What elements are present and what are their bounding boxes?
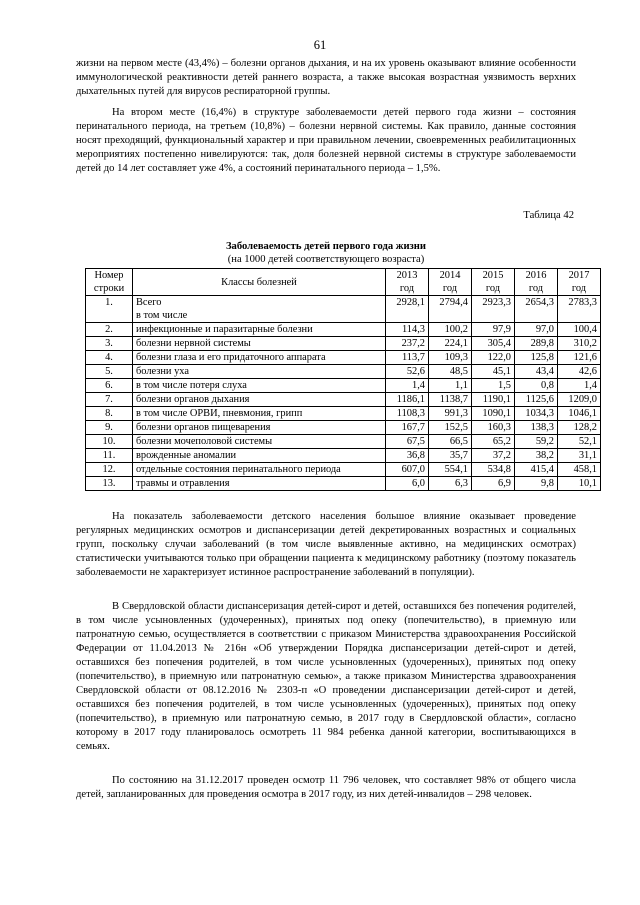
page-number: 61 [313,38,327,52]
table-row [86,296,601,323]
row-number: 12. [86,463,133,477]
value-cell: 48,5 [429,365,472,379]
disease-class-name: болезни мочеполовой системы [133,435,386,449]
body-paragraph-3: На показатель заболеваемости детского населения большое влияние оказывает проведение регулярных медицинских осмотров и диспансеризации детей декретированных возрастных и социальных групп, поскольку случаи заболеваний (в том числе выявленные активно, на медицинских осмотрах) статистически учитываются только при обращении пациента к медицинскому работнику (поэтому показатель заболеваемости не характеризует истинное распространение заболеваний в популяции). [76,511,576,578]
value-cell: 6,9 [472,477,515,491]
value-cell: 1034,3 [515,407,558,421]
value-cell: 37,2 [472,449,515,463]
disease-class-name: болезни нервной системы [133,337,386,351]
table-row [86,477,601,491]
table-row [86,449,601,463]
value-cell: 1186,1 [386,393,429,407]
disease-class-name: врожденные аномалии [133,449,386,463]
table-row [86,421,601,435]
header-year: 2017 год [558,269,601,296]
value-cell: 607,0 [386,463,429,477]
value-cell: 2928,1 [386,296,429,323]
value-cell: 125,8 [515,351,558,365]
value-cell: 2923,3 [472,296,515,323]
value-cell: 1,4 [386,379,429,393]
value-cell: 128,2 [558,421,601,435]
disease-class-name: Всего [136,297,162,308]
value-cell: 10,1 [558,477,601,491]
value-cell: 1138,7 [429,393,472,407]
disease-class-name: в том числе потеря слуха [133,379,386,393]
value-cell: 1046,1 [558,407,601,421]
body-paragraph-4: В Свердловской области диспансеризация детей-сирот и детей, оставшихся без попечения родителей, в том числе усыновленных (удочеренных), принятых под опеку (попечительство), в приемную или патронатную семью, осуществляется в соответствии с приказом Министерства здравоохранения Российской Федерации от 11.04.2013 № 216н «Об утверждении Порядка диспансеризации детей-сирот и детей, оставшихся без попечения родителей, в том числе усыновленных (удочеренных), принятых под опеку (попечительство), в приемную или патронатную семью», а также приказом Министерства здравоохранения Свердловской области от 08.12.2016 № 2303-п «О проведении диспансеризации детей-сирот и детей, оставшихся без попечения родителей, в том числе усыновленных (удочеренных), принятых под опеку (попечительство), в приемную или патронатную семью, в 2017 году в Свердловской области», согласно которому в 2017 году планировалось осмотреть 11 984 ребенка данной категории, воспитывающихся в семьях. [76,601,576,752]
value-cell: 97,0 [515,323,558,337]
table-row [86,365,601,379]
value-cell: 1,5 [472,379,515,393]
table-header-row [86,269,601,296]
value-cell: 45,1 [472,365,515,379]
value-cell: 9,8 [515,477,558,491]
row-number: 8. [86,407,133,421]
value-cell: 52,6 [386,365,429,379]
disease-class-name: инфекционные и паразитарные болезни [133,323,386,337]
row-number: 3. [86,337,133,351]
value-cell: 1,1 [429,379,472,393]
disease-class-note: в том числе [136,310,188,321]
value-cell: 1090,1 [472,407,515,421]
header-disease-class: Классы болезней [133,269,386,296]
table-row [86,393,601,407]
header-row-number: Номер строки [86,269,133,296]
value-cell: 160,3 [472,421,515,435]
value-cell: 138,3 [515,421,558,435]
table-row [86,379,601,393]
row-number: 4. [86,351,133,365]
intro-paragraph-2: На втором месте (16,4%) в структуре заболеваемости детей первого года жизни – состояния перинатального периода, на третьем (10,8%) – болезни нервной системы. Как правило, данные состояния носят преходящий, функциональный характер и при правильном лечении, своевременных реабилитационных мероприятиях постепенно нивелируются: так, доля болезней нервной системы в структуре заболеваемости детей до 14 лет составляет уже 4%, а состояний перинатального периода – 1,5%. [76,107,576,174]
value-cell: 65,2 [472,435,515,449]
disease-class-name: травмы и отравления [133,477,386,491]
value-cell: 114,3 [386,323,429,337]
value-cell: 100,4 [558,323,601,337]
value-cell: 31,1 [558,449,601,463]
row-number: 7. [86,393,133,407]
value-cell: 1190,1 [472,393,515,407]
value-cell: 152,5 [429,421,472,435]
value-cell: 100,2 [429,323,472,337]
value-cell: 415,4 [515,463,558,477]
value-cell: 289,8 [515,337,558,351]
disease-class-name: болезни органов дыхания [133,393,386,407]
row-number: 1. [86,296,133,323]
value-cell: 6,0 [386,477,429,491]
value-cell: 66,5 [429,435,472,449]
morbidity-table [85,268,601,491]
table-row [86,337,601,351]
row-number: 10. [86,435,133,449]
value-cell: 458,1 [558,463,601,477]
disease-class-name: в том числе ОРВИ, пневмония, грипп [133,407,386,421]
header-year: 2014 год [429,269,472,296]
intro-paragraph-1: жизни на первом месте (43,4%) – болезни органов дыхания, и на их уровень оказывают влияние особенности иммунологической реактивности детей раннего возраста, а также высокая возрастная уязвимость верхних дыхательных путей для вирусов респираторной группы. [76,58,576,97]
body-paragraph-5: По состоянию на 31.12.2017 проведен осмотр 11 796 человек, что составляет 98% от общего числа детей, запланированных для проведения осмотра в 2017 году, из них детей-инвалидов – 298 человек. [76,775,576,800]
disease-class-name: болезни глаза и его придаточного аппарата [133,351,386,365]
value-cell: 52,1 [558,435,601,449]
disease-class-name: болезни уха [133,365,386,379]
value-cell: 534,8 [472,463,515,477]
table-row [86,463,601,477]
value-cell: 1108,3 [386,407,429,421]
value-cell: 224,1 [429,337,472,351]
header-year: 2015 год [472,269,515,296]
value-cell: 6,3 [429,477,472,491]
value-cell: 554,1 [429,463,472,477]
value-cell: 97,9 [472,323,515,337]
value-cell: 991,3 [429,407,472,421]
value-cell: 310,2 [558,337,601,351]
value-cell: 305,4 [472,337,515,351]
value-cell: 122,0 [472,351,515,365]
table-row [86,323,601,337]
disease-class-name: болезни органов пищеварения [133,421,386,435]
table-row [86,407,601,421]
row-number: 5. [86,365,133,379]
header-year: 2016 год [515,269,558,296]
value-cell: 121,6 [558,351,601,365]
table-label: Таблица 42 [523,210,574,221]
value-cell: 38,2 [515,449,558,463]
header-year: 2013 год [386,269,429,296]
table-row [86,435,601,449]
disease-class-name: отдельные состояния перинатального периода [133,463,386,477]
table-row [86,351,601,365]
table-title: Заболеваемость детей первого года жизни [225,241,427,252]
value-cell: 42,6 [558,365,601,379]
row-number: 9. [86,421,133,435]
value-cell: 43,4 [515,365,558,379]
value-cell: 1,4 [558,379,601,393]
value-cell: 1209,0 [558,393,601,407]
value-cell: 67,5 [386,435,429,449]
value-cell: 0,8 [515,379,558,393]
value-cell: 2783,3 [558,296,601,323]
table-subtitle: (на 1000 детей соответствующего возраста) [227,254,425,265]
value-cell: 109,3 [429,351,472,365]
value-cell: 2794,4 [429,296,472,323]
value-cell: 1125,6 [515,393,558,407]
value-cell: 36,8 [386,449,429,463]
value-cell: 2654,3 [515,296,558,323]
disease-class-cell [133,296,386,323]
row-number: 13. [86,477,133,491]
value-cell: 113,7 [386,351,429,365]
value-cell: 59,2 [515,435,558,449]
value-cell: 35,7 [429,449,472,463]
row-number: 6. [86,379,133,393]
row-number: 2. [86,323,133,337]
value-cell: 237,2 [386,337,429,351]
row-number: 11. [86,449,133,463]
value-cell: 167,7 [386,421,429,435]
